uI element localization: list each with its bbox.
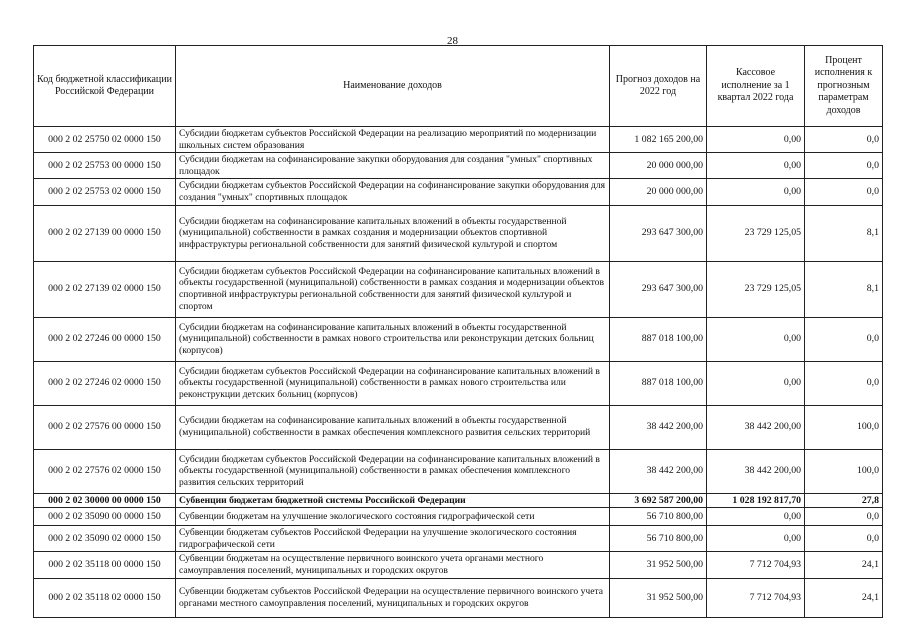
row-percent: 0,0 [805, 153, 883, 179]
table-row [34, 127, 883, 153]
header-code: Код бюджетной классификации Российской Федерации [34, 46, 176, 127]
row-name: Субсидии бюджетам субъектов Российской Федерации на софинансирование закупки оборудования для создания "умных" спортивных площадок [176, 179, 610, 205]
row-percent: 24,1 [805, 552, 883, 578]
row-percent: 100,0 [805, 449, 883, 493]
row-percent: 0,0 [805, 317, 883, 361]
row-percent: 0,0 [805, 127, 883, 153]
table-row [34, 179, 883, 205]
row-name: Субвенции бюджетам бюджетной системы Российской Федерации [176, 493, 610, 508]
table-row [34, 552, 883, 578]
table-row [34, 578, 883, 617]
table-row [34, 361, 883, 405]
row-forecast: 3 692 587 200,00 [610, 493, 707, 508]
header-forecast: Прогноз доходов на 2022 год [610, 46, 707, 127]
row-code: 000 2 02 35090 02 0000 150 [34, 526, 176, 552]
row-percent: 0,0 [805, 361, 883, 405]
row-forecast: 20 000 000,00 [610, 179, 707, 205]
row-name: Субсидии бюджетам субъектов Российской Федерации на софинансирование капитальных вложений в объекты государственной (муниципальной) собственности в рамках нового строительства или реконструкции детских больниц (корпусов) [176, 361, 610, 405]
header-percent: Процент исполнения к прогнозным параметрам доходов [805, 46, 883, 127]
row-execution: 0,00 [707, 526, 805, 552]
row-execution: 38 442 200,00 [707, 449, 805, 493]
row-percent: 24,1 [805, 578, 883, 617]
row-execution: 0,00 [707, 127, 805, 153]
row-percent: 0,0 [805, 179, 883, 205]
row-forecast: 20 000 000,00 [610, 153, 707, 179]
table-row [34, 261, 883, 317]
row-forecast: 56 710 800,00 [610, 526, 707, 552]
row-code: 000 2 02 27576 00 0000 150 [34, 405, 176, 449]
row-forecast: 38 442 200,00 [610, 449, 707, 493]
row-code: 000 2 02 25753 00 0000 150 [34, 153, 176, 179]
row-forecast: 887 018 100,00 [610, 317, 707, 361]
row-execution: 0,00 [707, 361, 805, 405]
row-execution: 23 729 125,05 [707, 205, 805, 261]
header-name: Наименование доходов [176, 46, 610, 127]
row-execution: 0,00 [707, 508, 805, 526]
row-percent: 0,0 [805, 508, 883, 526]
row-name: Субвенции бюджетам на улучшение экологического состояния гидрографической сети [176, 508, 610, 526]
row-code: 000 2 02 27246 00 0000 150 [34, 317, 176, 361]
table-row [34, 405, 883, 449]
row-code: 000 2 02 30000 00 0000 150 [34, 493, 176, 508]
revenue-table [33, 45, 883, 618]
row-name: Субвенции бюджетам субъектов Российской Федерации на осуществление первичного воинского учета органами местного самоуправления поселений, муниципальных и городских округов [176, 578, 610, 617]
row-code: 000 2 02 27246 02 0000 150 [34, 361, 176, 405]
table-body [34, 127, 883, 618]
row-execution: 1 028 192 817,70 [707, 493, 805, 508]
row-execution: 0,00 [707, 317, 805, 361]
row-execution: 7 712 704,93 [707, 578, 805, 617]
row-forecast: 31 952 500,00 [610, 552, 707, 578]
row-name: Субсидии бюджетам на софинансирование закупки оборудования для создания "умных" спортивных площадок [176, 153, 610, 179]
row-percent: 0,0 [805, 526, 883, 552]
row-forecast: 38 442 200,00 [610, 405, 707, 449]
row-execution: 7 712 704,93 [707, 552, 805, 578]
row-name: Субсидии бюджетам субъектов Российской Федерации на софинансирование капитальных вложений в объекты государственной (муниципальной) собственности в рамках создания и модернизации объектов спортивной инфраструктуры региональной собственности для занятий физической культурой и спортом [176, 261, 610, 317]
row-code: 000 2 02 35118 02 0000 150 [34, 578, 176, 617]
row-forecast: 293 647 300,00 [610, 261, 707, 317]
table-row [34, 317, 883, 361]
row-name: Субсидии бюджетам субъектов Российской Федерации на софинансирование капитальных вложений в объекты государственной (муниципальной) собственности в рамках обеспечения комплексного развития сельских территорий [176, 449, 610, 493]
row-name: Субвенции бюджетам субъектов Российской Федерации на улучшение экологического состояния гидрографической сети [176, 526, 610, 552]
row-name: Субсидии бюджетам субъектов Российской Федерации на реализацию мероприятий по модернизации школьных систем образования [176, 127, 610, 153]
row-code: 000 2 02 35090 00 0000 150 [34, 508, 176, 526]
row-forecast: 31 952 500,00 [610, 578, 707, 617]
table-header-row [34, 46, 883, 127]
table-row [34, 526, 883, 552]
row-forecast: 887 018 100,00 [610, 361, 707, 405]
row-name: Субсидии бюджетам на софинансирование капитальных вложений в объекты государственной (муниципальной) собственности в рамках обеспечения комплексного развития сельских территорий [176, 405, 610, 449]
row-forecast: 56 710 800,00 [610, 508, 707, 526]
row-name: Субвенции бюджетам на осуществление первичного воинского учета органами местного самоуправления поселений, муниципальных и городских округов [176, 552, 610, 578]
row-code: 000 2 02 25753 02 0000 150 [34, 179, 176, 205]
row-percent: 27,8 [805, 493, 883, 508]
table-row [34, 153, 883, 179]
row-execution: 23 729 125,05 [707, 261, 805, 317]
header-execution: Кассовое исполнение за 1 квартал 2022 года [707, 46, 805, 127]
row-percent: 8,1 [805, 261, 883, 317]
row-percent: 8,1 [805, 205, 883, 261]
row-code: 000 2 02 27139 00 0000 150 [34, 205, 176, 261]
table-row [34, 205, 883, 261]
row-code: 000 2 02 27576 02 0000 150 [34, 449, 176, 493]
row-name: Субсидии бюджетам на софинансирование капитальных вложений в объекты государственной (муниципальной) собственности в рамках нового строительства или реконструкции детских больниц (корпусов) [176, 317, 610, 361]
page-number: 28 [447, 35, 458, 47]
row-code: 000 2 02 35118 00 0000 150 [34, 552, 176, 578]
row-forecast: 1 082 165 200,00 [610, 127, 707, 153]
table-row [34, 508, 883, 526]
row-code: 000 2 02 27139 02 0000 150 [34, 261, 176, 317]
row-forecast: 293 647 300,00 [610, 205, 707, 261]
row-execution: 0,00 [707, 153, 805, 179]
row-execution: 0,00 [707, 179, 805, 205]
table-row [34, 493, 883, 508]
table-row [34, 449, 883, 493]
row-percent: 100,0 [805, 405, 883, 449]
row-execution: 38 442 200,00 [707, 405, 805, 449]
row-name: Субсидии бюджетам на софинансирование капитальных вложений в объекты государственной (муниципальной) собственности в рамках создания и модернизации объектов спортивной инфраструктуры региональной собственности для занятий физической культурой и спортом [176, 205, 610, 261]
row-code: 000 2 02 25750 02 0000 150 [34, 127, 176, 153]
